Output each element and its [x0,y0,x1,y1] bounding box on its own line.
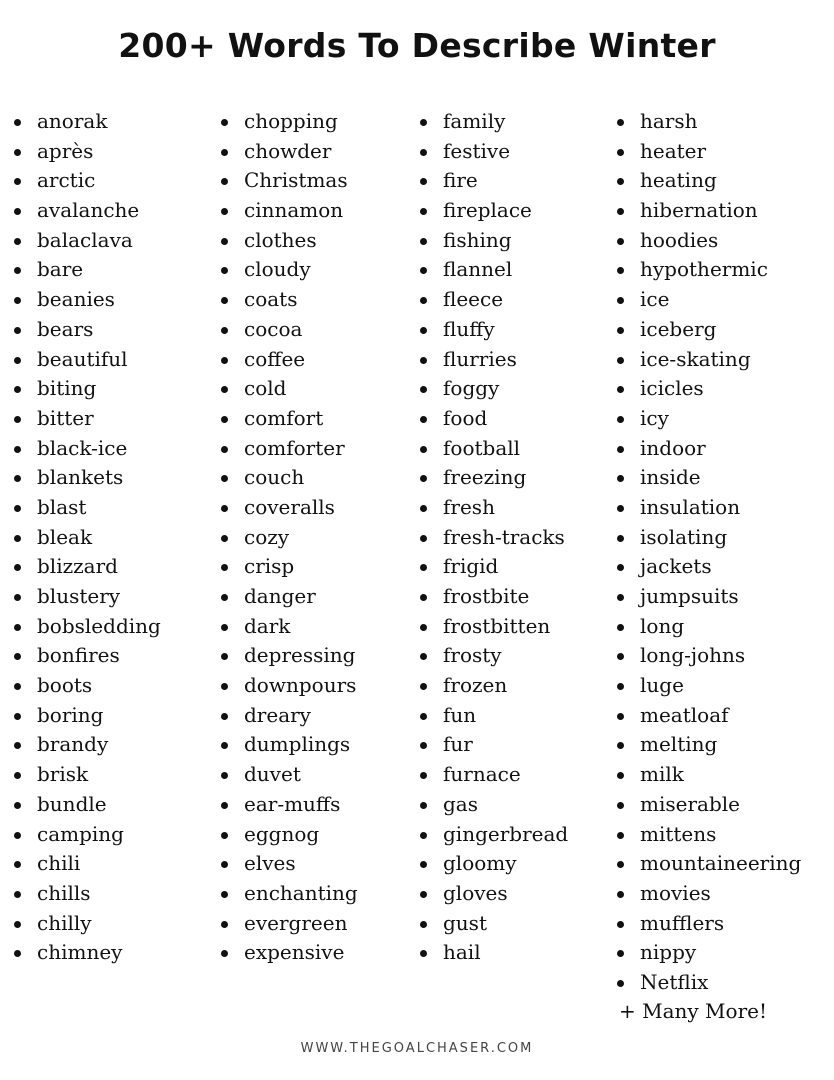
word-list-item: bare [14,255,161,285]
word-list-item: cold [221,374,358,404]
word-list-item: comfort [221,404,358,434]
word-column-1 [14,107,161,968]
word-list-item: fluffy [420,315,568,345]
word-list-item: gas [420,790,568,820]
word-list-item: cocoa [221,315,358,345]
word-list-item: après [14,137,161,167]
word-list-item: isolating [617,523,801,553]
word-list-item: chowder [221,137,358,167]
word-list-item: nippy [617,938,801,968]
word-list-item: insulation [617,493,801,523]
word-list-item: mufflers [617,909,801,939]
word-list-item: cloudy [221,255,358,285]
word-list-item: indoor [617,434,801,464]
word-list-item: bleak [14,523,161,553]
word-list-item: jackets [617,552,801,582]
word-column-2 [221,107,358,968]
word-list-item: milk [617,760,801,790]
word-list-item: gloomy [420,849,568,879]
word-list-item: chimney [14,938,161,968]
word-list-item: inside [617,463,801,493]
word-list-item: coats [221,285,358,315]
word-list-item: biting [14,374,161,404]
word-list-item: miserable [617,790,801,820]
word-list-item: brisk [14,760,161,790]
word-list-item: enchanting [221,879,358,909]
word-list-item: iceberg [617,315,801,345]
word-list-item: blast [14,493,161,523]
word-list-item: long-johns [617,641,801,671]
word-list-item: hoodies [617,226,801,256]
word-list-item: luge [617,671,801,701]
page-title: 200+ Words To Describe Winter [118,26,716,65]
word-list-item: eggnog [221,820,358,850]
word-list-item: downpours [221,671,358,701]
word-list-item: fresh-tracks [420,523,568,553]
word-list-item: gust [420,909,568,939]
word-list-item: fun [420,701,568,731]
word-list-item: fleece [420,285,568,315]
word-list-item: fireplace [420,196,568,226]
word-list-item: fire [420,166,568,196]
word-list-item: icicles [617,374,801,404]
word-list-item: coveralls [221,493,358,523]
word-list-item: boring [14,701,161,731]
footer-website: WWW.THEGOALCHASER.COM [300,1041,534,1056]
word-list-item: depressing [221,641,358,671]
word-list-item: comforter [221,434,358,464]
word-list-item: couch [221,463,358,493]
word-list-item: frigid [420,552,568,582]
word-list-item: beautiful [14,345,161,375]
word-list-item: dark [221,612,358,642]
word-list-item: flurries [420,345,568,375]
word-list-item: chilly [14,909,161,939]
word-list-item: gingerbread [420,820,568,850]
word-list-item: harsh [617,107,801,137]
word-list-item: dumplings [221,730,358,760]
word-list-item: crisp [221,552,358,582]
word-list-item: ear-muffs [221,790,358,820]
word-list-item: brandy [14,730,161,760]
word-list-item: anorak [14,107,161,137]
word-list-item: fishing [420,226,568,256]
word-list-item: evergreen [221,909,358,939]
word-list-item: food [420,404,568,434]
word-list-item: family [420,107,568,137]
word-list-item: gloves [420,879,568,909]
word-list-item: blustery [14,582,161,612]
word-list-item: coffee [221,345,358,375]
word-list-item: beanies [14,285,161,315]
word-list-item: bitter [14,404,161,434]
word-list-item: fresh [420,493,568,523]
word-list-item: heating [617,166,801,196]
word-list-item: jumpsuits [617,582,801,612]
word-list-item: frostbitten [420,612,568,642]
word-list-item: furnace [420,760,568,790]
word-list-item: chills [14,879,161,909]
more-note: + Many More! [619,999,768,1023]
word-list-item: chili [14,849,161,879]
word-list-item: foggy [420,374,568,404]
word-list-item: icy [617,404,801,434]
word-list-item: mountaineering [617,849,801,879]
word-list-item: blankets [14,463,161,493]
word-list-item: dreary [221,701,358,731]
word-list-item: black-ice [14,434,161,464]
word-list-item: frostbite [420,582,568,612]
word-list-item: bonfires [14,641,161,671]
word-list-item: duvet [221,760,358,790]
word-list-item: football [420,434,568,464]
word-list-item: arctic [14,166,161,196]
word-list-item: flannel [420,255,568,285]
word-list-item: hail [420,938,568,968]
word-list-item: boots [14,671,161,701]
word-list-item: melting [617,730,801,760]
word-list-item: bundle [14,790,161,820]
word-column-3 [420,107,568,968]
word-list-item: cinnamon [221,196,358,226]
word-list-item: mittens [617,820,801,850]
word-list-item: ice-skating [617,345,801,375]
word-list-item: hypothermic [617,255,801,285]
word-list-item: bears [14,315,161,345]
word-list-item: blizzard [14,552,161,582]
word-list-item: fur [420,730,568,760]
word-list-item: freezing [420,463,568,493]
word-list-item: expensive [221,938,358,968]
word-list-item: danger [221,582,358,612]
word-list-item: elves [221,849,358,879]
word-list-item: clothes [221,226,358,256]
word-list-item: meatloaf [617,701,801,731]
word-list-item: hibernation [617,196,801,226]
word-list-item: long [617,612,801,642]
word-list-item: avalanche [14,196,161,226]
word-list-item: Christmas [221,166,358,196]
word-list-item: frozen [420,671,568,701]
word-list-item: chopping [221,107,358,137]
word-list-item: camping [14,820,161,850]
word-list-item: frosty [420,641,568,671]
word-list-item: cozy [221,523,358,553]
word-list-item: bobsledding [14,612,161,642]
word-list-item: heater [617,137,801,167]
word-list-item: balaclava [14,226,161,256]
word-list-item: festive [420,137,568,167]
word-list-item: ice [617,285,801,315]
word-list-item: Netflix [617,968,801,998]
word-list-item: movies [617,879,801,909]
word-column-4 [617,107,801,998]
